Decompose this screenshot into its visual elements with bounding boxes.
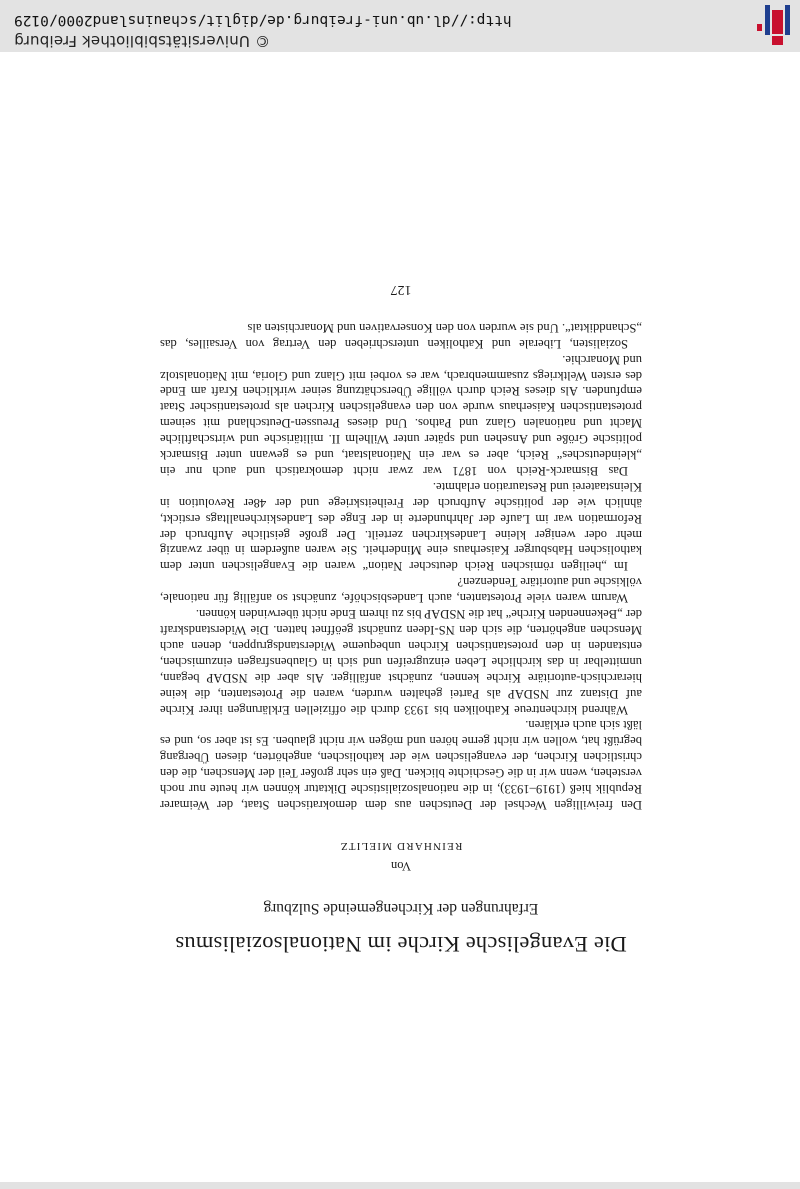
paragraph: Im „heiligen römischen Reich deutscher Nation“ waren die Evangelischen unter dem katholischen Habsburger Kaiserhaus eine Minderheit. Sie waren außerdem in über zwanzig mehr oder weniger kleine Landeskirchen zerteilt. Der große geistliche Aufbruch der Reformation war im Laufe der Jahrhunderte in der Enge des Landeskirchenalltags erstickt, ähnlich wie der politische Aufbruch der Freiheitskriege und der 48er Revolution in Kleinstaaterei und Restauration erlahmte. [160, 479, 642, 574]
article-body [160, 319, 642, 812]
logo-red-bar [772, 36, 783, 45]
footer-top-band [0, 1182, 800, 1189]
author-name: REINHARD MIELITZ [339, 840, 463, 852]
logo-red-block [772, 10, 783, 34]
paragraph: Das Bismarck-Reich von 1871 war zwar nicht demokratisch und auch nur ein „kleindeutsches“ Reich, aber es war ein Nationalstaat, und es gewann unter Bismarck politische Größe und Ansehen und später unter Wilhelm II. militärische und wirtschaftliche Macht und nationalen Glanz und Pathos. Und dieses Preussen-Deutschland mit seinem protestantischen Kaiserhaus wurde von den evangelischen Kirchen als protestantischer Staat empfunden. Als dieses Reich durch völlige Überschätzung seiner wirklichen Kraft am Ende des ersten Weltkriegs zusammenbrach, war es vorbei mit Glanz und Gloria, mit Nationalstolz und Monarchie. [160, 352, 642, 478]
paragraph: Den freiwilligen Wechsel der Deutschen aus dem demokratischen Staat, der Weimarer Republik hieß (1919–1933), in die nationalsozialistische Diktatur können wir heute nur noch verstehen, wenn wir in die Geschichte blicken. Daß ein sehr großer Teil der Menschen, die den christlichen Kirchen, der evangelischen wie der katholischen, angehörten, diesen Übergang begrüßt hat, wollen wir nicht gerne hören und mögen wir nicht glauben. Es ist aber so, und es läßt sich auch erklären. [160, 718, 642, 812]
university-logo-icon [749, 5, 795, 45]
library-footer [0, 0, 800, 52]
paragraph: Während kirchentreue Katholiken bis 1933 durch die offiziellen Erklärungen ihrer Kirche auf Distanz zur NSDAP als Partei gehalten wurden, waren die Protestanten, die keine hierarchisch-autoritäre Kirche kennen, zunächst anfälliger. Als aber die NSDAP begann, unmittelbar in das kirchliche Leben einzugreifen und sich in Glaubensfragen einzumischen, entstanden in den protestantischen Kirchen unbequeme Widerstandsgruppen, denen auch Menschen angehörten, die sich den NS-Ideen zunächst geöffnet hatten. Die Widerstandskraft der „Bekennenden Kirche“ hat die NSDAP bis zu ihrem Ende nicht überwinden können. [160, 607, 642, 717]
logo-blue-bar-left [785, 5, 790, 35]
logo-red-dot [757, 24, 762, 31]
library-credit: © Universitätsbibliothek Freiburg [14, 32, 271, 50]
paragraph: Sozialisten, Liberale und Katholiken unterschrieben den Vertrag von Versailles, das „Schanddiktat“. Und sie wurden von den Konservativen und Monarchisten als [160, 320, 642, 351]
byline-von: Von [391, 859, 411, 873]
article-subtitle: Erfahrungen der Kirchengemeinde Sulzburg [263, 900, 539, 917]
page-number: 127 [390, 281, 412, 297]
article-title: Die Evangelische Kirche im Nationalsozialismus [175, 932, 627, 957]
paragraph: Warum waren viele Protestanten, auch Landesbischöfe, zunächst so anfällig für nationale, völkische und autoritäre Tendenzen? [160, 575, 642, 606]
article [160, 281, 642, 957]
document-url[interactable]: http://dl.ub.uni-freiburg.de/diglit/schauinsland2000/0129 [14, 12, 512, 28]
logo-blue-bar-right [765, 5, 770, 35]
